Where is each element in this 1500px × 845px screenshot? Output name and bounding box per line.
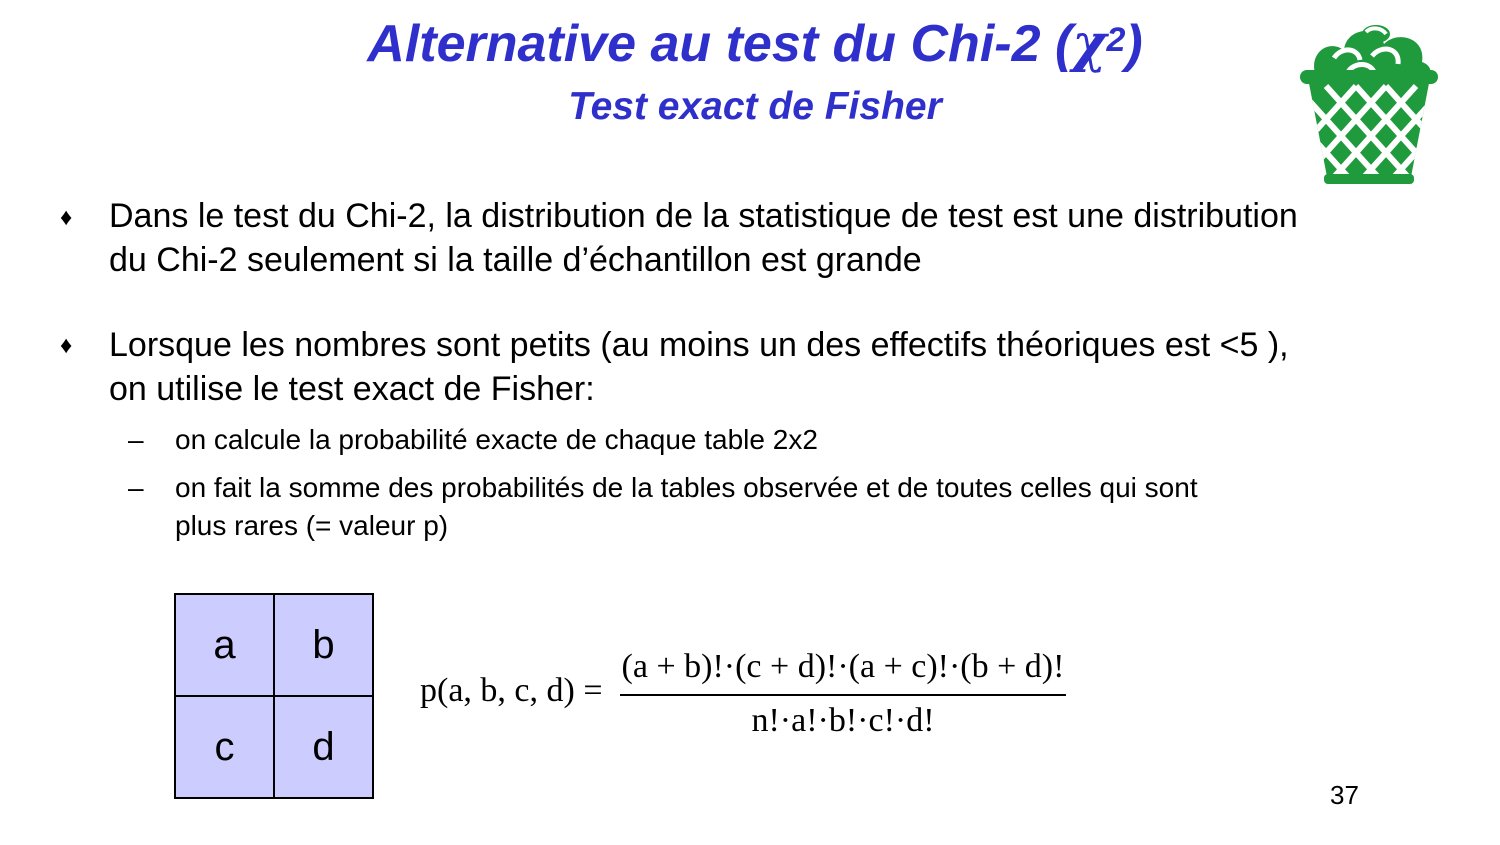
table-cell-d: d xyxy=(274,696,373,798)
title-text: Alternative au test du Chi-2 ( xyxy=(367,15,1073,73)
title-superscript: 2 xyxy=(1106,21,1126,59)
bullet-2-text xyxy=(109,323,1439,411)
formula-denominator: n!·a!·b!·c!·d! xyxy=(751,702,935,739)
table-row xyxy=(175,594,373,696)
formula-numerator: (a + b)!·(c + d)!·(a + c)!·(b + d)! xyxy=(621,648,1065,685)
fraction-bar xyxy=(620,694,1066,696)
sub-item-1: on calcule la probabilité exacte de chaque table 2x2 xyxy=(175,424,818,455)
sub-bullet-marker: – xyxy=(128,472,144,503)
sub-item-2-line-1: on fait la somme des probabilités de la tables observée et de toutes celles qui sont xyxy=(175,472,1198,503)
chi-symbol: χ xyxy=(1072,13,1107,74)
table-cell-c: c xyxy=(175,696,274,798)
bullet-1-line-2: du Chi-2 seulement si la taille d’échantillon est grande xyxy=(109,241,922,279)
title-close: ) xyxy=(1125,15,1143,73)
sub-item-2-line-2: plus rares (= valeur p) xyxy=(175,510,449,541)
bullet-1-text xyxy=(109,194,1439,282)
page-number: 37 xyxy=(1330,780,1359,810)
table-cell-b: b xyxy=(274,594,373,696)
table-cell-a: a xyxy=(175,594,274,696)
bullet-marker: ♦ xyxy=(60,204,73,231)
fisher-formula xyxy=(420,640,1080,750)
sub-item-2 xyxy=(175,469,1415,545)
contingency-table xyxy=(174,593,374,799)
bullet-2-line-1: Lorsque les nombres sont petits (au moins un des effectifs théoriques est <5 ), xyxy=(109,326,1289,364)
sub-bullet-marker: – xyxy=(128,424,144,455)
formula-lhs: p(a, b, c, d) = xyxy=(420,672,603,709)
slide-subtitle: Test exact de Fisher xyxy=(568,85,942,128)
bullet-2-line-2: on utilise le test exact de Fisher: xyxy=(109,370,595,408)
slide-title xyxy=(0,14,1500,74)
bullet-marker: ♦ xyxy=(60,332,73,359)
table-row xyxy=(175,696,373,798)
bullet-1-line-1: Dans le test du Chi-2, la distribution de la statistique de test est une distribution xyxy=(109,197,1298,235)
trash-basket-icon xyxy=(1286,16,1452,186)
